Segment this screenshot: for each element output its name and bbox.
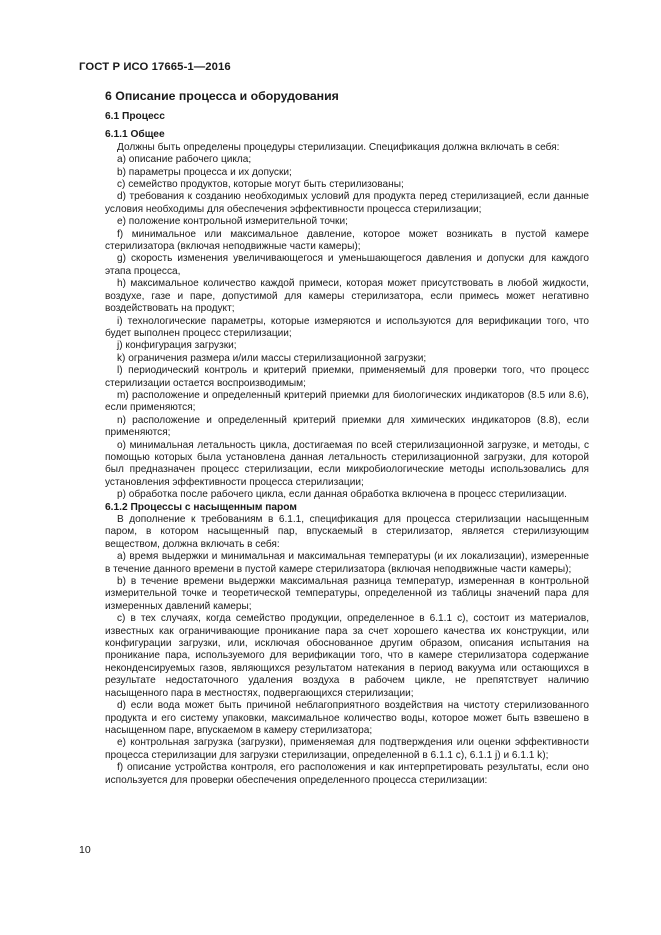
list-item: c) в тех случаях, когда семейство продукции, определенное в 6.1.1 c), состоит из материалов, известных как ограничивающие проникание пара за счет хорошего качества их конструкции, или конфигурации загрузки, или, исключая обоснованное другим образом, описания испытания на проникание пара, используемого для верификации того, что в камере стерилизатора содержание неконденсируемых газов, являющихся результатом натекания в период вакуума или остающихся в результате недостаточного удаления воздуха в рабочем цикле, не препятствует наличию насыщенного пара в местностях, подвергающихся стерилизации;: [105, 613, 589, 699]
list-item: а) описание рабочего цикла;: [117, 154, 252, 166]
list-item: f) описание устройства контроля, его расположения и как интерпретировать результаты, если оно используется для проверки обеспечения определенного процесса стерилизации:: [105, 762, 589, 786]
document-code: ГОСТ Р ИСО 17665-1—2016: [79, 61, 231, 73]
page-number: 10: [79, 844, 91, 856]
list-item: a) время выдержки и минимальная и максимальная температуры (и их локализации), измеренные в течение данного времени в пустой камере стерилизатора (включая неподвижные части камеры);: [105, 551, 589, 575]
section-title: 6 Описание процесса и оборудования: [105, 89, 339, 103]
page-body: [105, 89, 589, 787]
list-item: d) требования к созданию необходимых условий для продукта перед стерилизацией, если данные условия необходимы для обеспечения эффективности процесса стерилизации;: [105, 191, 589, 215]
subsection-title: 6.1 Процесс: [105, 111, 165, 122]
list-item: p) обработка после рабочего цикла, если данная обработка включена в процесс стерилизации.: [117, 489, 567, 501]
list-item: m) расположение и определенный критерий приемки для биологических индикаторов (8.5 или 8.6), если применяются;: [105, 389, 589, 414]
list-item: e) положение контрольной измерительной точки;: [117, 216, 348, 228]
list-item: n) расположение и определенный критерий приемки для химических индикаторов (8.8), если применяются;: [105, 414, 589, 439]
paragraph: Должны быть определены процедуры стерилизации. Спецификация должна включать в себя:: [117, 141, 560, 153]
list-item: i) технологические параметры, которые измеряются и используются для верификации того, что будет выполнен процесс стерилизации;: [105, 315, 589, 339]
list-item: h) максимальное количество каждой примеси, которая может присутствовать в любой жидкости, воздухе, газе и паре, допустимой для камеры стерилизатора, если примесь может негативно воздействовать на продукт;: [105, 278, 589, 315]
clause-6-1-2-title: 6.1.2 Процессы с насыщенным паром: [105, 501, 297, 513]
list-item: c) семейство продуктов, которые могут быть стерилизованы;: [117, 179, 404, 191]
list-item: b) в течение времени выдержки максимальная разница температур, измеренная в контрольной измерительной точке и теоретической температуры, определенной из таблицы значений пара для измеренных давлений камеры;: [105, 576, 589, 612]
clause-6-1-1-title: 6.1.1 Общее: [105, 129, 165, 141]
paragraph: В дополнение к требованиям в 6.1.1, спецификация для процесса стерилизации насыщенным паром, в котором насыщенный пар, впускаемый в стерилизатор, является стерилизующим веществом, должна включать в себя:: [105, 514, 589, 550]
list-item: l) периодический контроль и критерий приемки, применяемый для проверки того, что процесс стерилизации остается воспроизводимым;: [105, 365, 589, 389]
list-item: f) минимальное или максимальное давление, которое может возникать в пустой камере стерилизатора (включая неподвижные части камеры);: [105, 228, 589, 253]
list-item: b) параметры процесса и их допуски;: [117, 166, 292, 178]
list-item: k) ограничения размера и/или массы стерилизационной загрузки;: [117, 352, 427, 364]
list-item: j) конфигурация загрузки;: [117, 340, 237, 352]
list-item: o) минимальная летальность цикла, достигаемая по всей стерилизационной загрузке, и методы, с помощью которых была установлена данная летальность стерилизационной загрузки, для которой был предназначен процесс стерилизации, если микробиологические методы использовались для установления эффективности процесса стерилизации;: [105, 439, 589, 488]
list-item: d) если вода может быть причиной неблагоприятного воздействия на чистоту стерилизованного продукта и его систему упаковки, максимальное количество воды, которое может быть взвешено в насыщенном паре, впускаемом в камеру стерилизатора;: [105, 700, 589, 736]
list-item: g) скорость изменения увеличивающегося и уменьшающегося давления и допуски для каждого этапа процесса,: [105, 253, 589, 277]
list-item: e) контрольная загрузка (загрузки), применяемая для подтверждения или оценки эффективности процесса стерилизации для загрузки стерилизации, определенной в 6.1.1 c), 6.1.1 j) и 6.1.1 k);: [105, 737, 589, 761]
